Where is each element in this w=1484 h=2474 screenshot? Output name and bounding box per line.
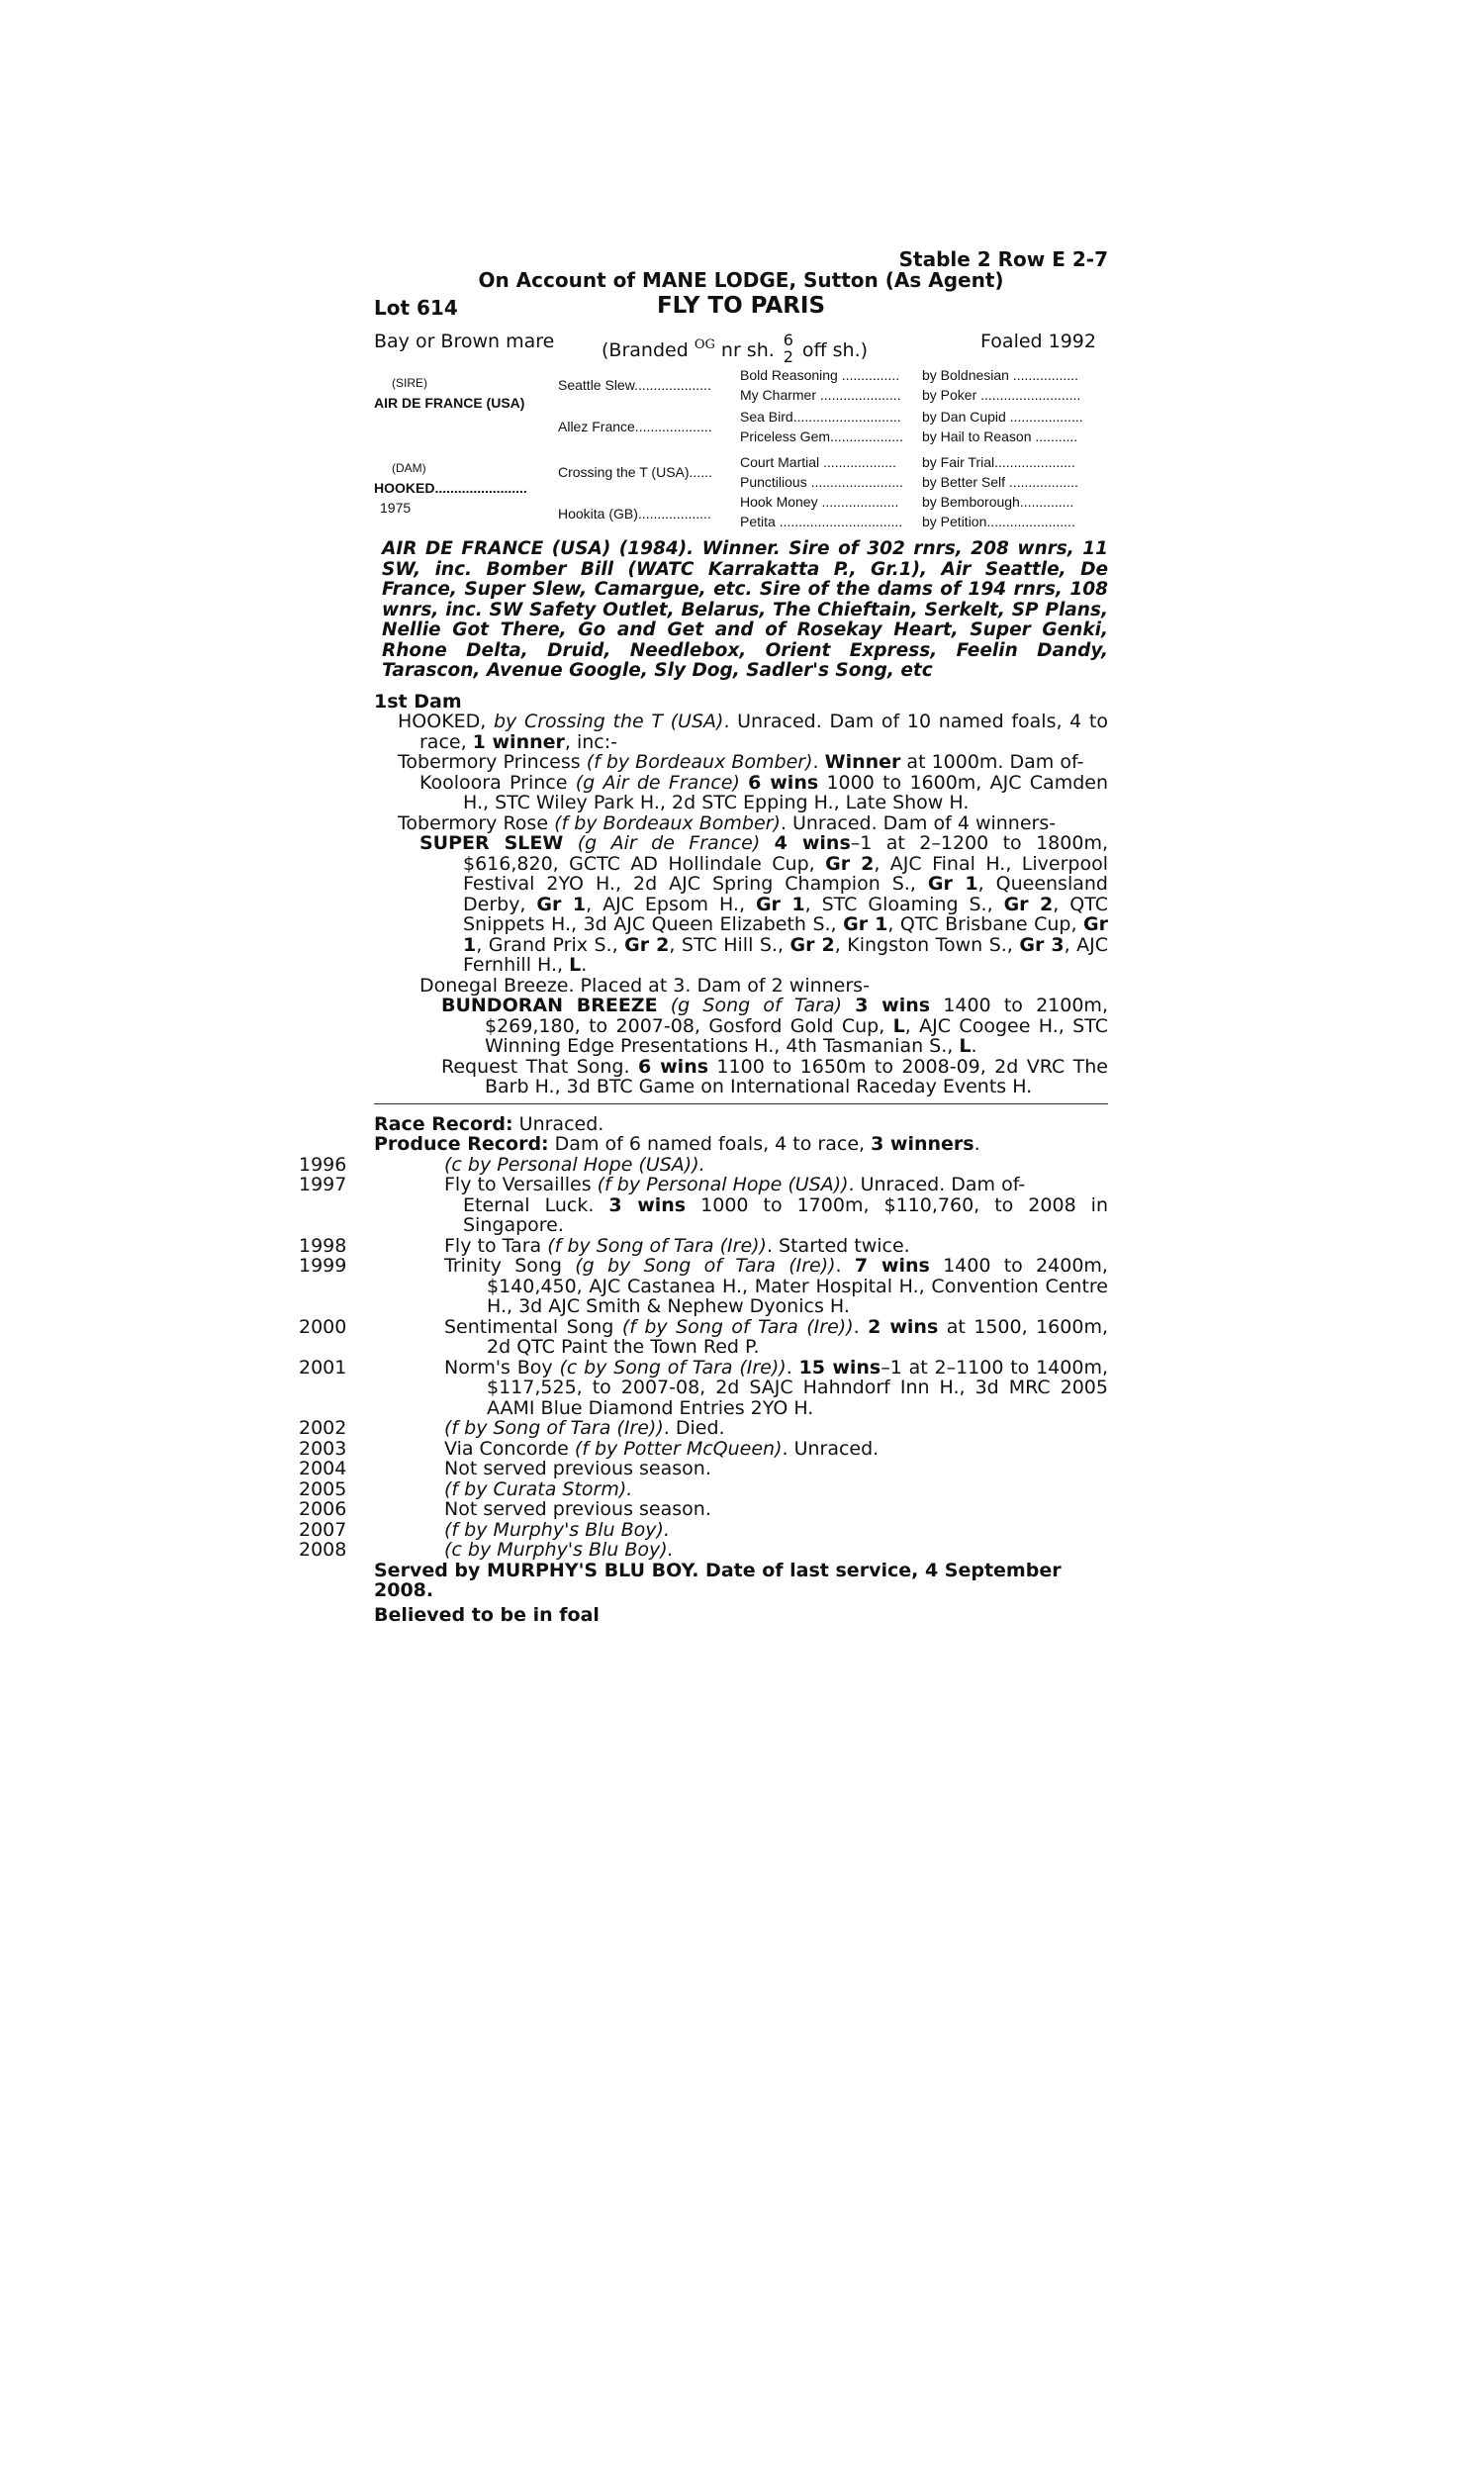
text: Norm's Boy (444, 1356, 560, 1379)
frac-bottom: 2 (783, 347, 793, 366)
text (760, 832, 774, 854)
text: , Kingston Town S., (834, 933, 1020, 956)
progeny-bundoran-breeze (374, 996, 1108, 1057)
progeny-kooloora-prince (374, 773, 1108, 813)
text: . (812, 751, 825, 773)
dam-year: 1975 (380, 500, 412, 516)
text: at 1000m. Dam of- (900, 751, 1084, 773)
produce-row (299, 1234, 1108, 1257)
text: Not served previous season. (444, 1458, 711, 1479)
brand-near: nr sh. (720, 339, 775, 361)
sire-ref: (c by Personal Hope (USA)). (444, 1153, 705, 1176)
pedigree-g2: Crossing the T (USA)...... (558, 464, 712, 480)
produce-year: 2007 (299, 1518, 347, 1541)
produce-year: 1998 (299, 1234, 347, 1257)
text: . (853, 1315, 869, 1338)
produce-year: 1997 (299, 1174, 347, 1195)
produce-row (299, 1498, 1108, 1520)
text: , Grand Prix S., (476, 933, 625, 956)
pedigree-g3: Punctilious ........................ (740, 474, 903, 490)
wins: 6 wins (637, 1055, 709, 1078)
race-record (374, 1114, 1108, 1135)
text: Dam of 6 named foals, 4 to race, (548, 1133, 872, 1155)
produce-year: 2004 (299, 1458, 347, 1479)
label: Produce Record: (374, 1133, 549, 1155)
stakes-winner-name: SUPER SLEW (419, 832, 564, 854)
produce-year: 2000 (299, 1315, 347, 1338)
pedigree-g4: by Dan Cupid ................... (922, 409, 1083, 425)
text: . (971, 1035, 977, 1057)
sex-colour: Bay or Brown mare (374, 331, 555, 352)
text: 1100 to 1650m to 2008-09, 2d VRC The Barb H., 3d BTC Game on International Raceday Events H. (485, 1055, 1108, 1097)
dam-tag: (DAM) (392, 461, 426, 475)
text: Fly to Versailles (444, 1174, 598, 1195)
frac-top: 6 (783, 331, 793, 349)
grade: L (959, 1035, 972, 1057)
text: 1400 to 2400m, $140,450, AJC Castanea H., Mater Hospital H., Convention Centre H., 3d AJC Smith & Nephew Dyonics H. (487, 1255, 1108, 1317)
pedigree-g2: Seattle Slew.................... (558, 377, 711, 393)
wins: 3 wins (608, 1193, 687, 1216)
text: , AJC Fernhill H., (463, 933, 1109, 976)
wins: 15 wins (798, 1356, 881, 1379)
produce-row (299, 1356, 1108, 1419)
text: HOOKED, (398, 711, 494, 732)
pedigree-g3: Court Martial ................... (740, 454, 896, 470)
text: 1000 to 1600m, AJC Camden H., STC Wiley Park H., 2d STC Epping H., Late Show H. (463, 771, 1108, 813)
progeny-super-slew (374, 833, 1108, 976)
sire-ref: (g Song of Tara) (670, 995, 843, 1016)
pedigree-g4: by Hail to Reason ........... (922, 428, 1078, 444)
sire-ref: (f by Murphy's Blu Boy). (444, 1518, 670, 1541)
text: , Queensland Derby, (463, 873, 1108, 915)
pedigree-g3: Petita ................................ (740, 514, 903, 529)
pedigree-g4: by Poker .......................... (922, 387, 1081, 403)
lot-number: Lot 614 (374, 296, 458, 320)
text: . Unraced. (782, 1437, 880, 1460)
pedigree-g4: by Bemborough.............. (922, 494, 1074, 510)
text: Fly to Tara (444, 1234, 548, 1257)
produce-record (374, 1134, 1108, 1155)
text: . Unraced. Dam of- (848, 1174, 1026, 1195)
produce-year: 2001 (299, 1356, 347, 1379)
progeny-request-that-song (374, 1057, 1108, 1097)
wins: 4 wins (774, 832, 851, 854)
text: Trinity Song (444, 1255, 576, 1277)
text: 1000 to 1700m, $110,760, to 2008 in Singapore. (463, 1193, 1108, 1236)
produce-row (299, 1518, 1108, 1541)
winner-count: 3 winners (871, 1133, 974, 1155)
dam-name: HOOKED........................ (374, 480, 527, 496)
wins: 3 wins (855, 995, 931, 1016)
wins: 2 wins (868, 1315, 939, 1338)
text: . (786, 1356, 799, 1379)
text (842, 995, 855, 1016)
description-row (374, 324, 1108, 366)
produce-row (299, 1174, 1108, 1195)
dam-entry-hooked (374, 712, 1108, 752)
winner-count: 1 winner (472, 730, 565, 753)
horse-name: FLY TO PARIS (656, 293, 826, 319)
text: Tobermory Rose (398, 811, 555, 834)
wins: 6 wins (748, 771, 819, 794)
produce-row (299, 1477, 1108, 1500)
text: –1 at 2–1200 to 1800m, $616,820, GCTC AD Hollindale Cup, (463, 832, 1108, 875)
text: Not served previous season. (444, 1498, 711, 1520)
stable-location: Stable 2 Row E 2-7 (898, 247, 1108, 271)
produce-year: 2006 (299, 1498, 347, 1520)
text: . Unraced. Dam of 4 winners- (780, 811, 1057, 834)
text: at 1500, 1600m, 2d QTC Paint the Town Red P. (487, 1315, 1108, 1358)
produce-row (299, 1437, 1108, 1460)
grade: Gr 1 (755, 893, 805, 915)
text: . (581, 954, 588, 976)
grade: Gr 1 (536, 893, 587, 915)
brand-mark-icon: OG (694, 337, 715, 352)
progeny-tobermory-rose (374, 813, 1108, 834)
service-note: Served by MURPHY'S BLU BOY. Date of last service, 4 September 2008. (374, 1559, 1062, 1601)
text: Sentimental Song (444, 1315, 622, 1338)
grade: Gr 2 (789, 933, 835, 956)
branded-label: (Branded (602, 339, 689, 361)
produce-year: 1999 (299, 1255, 347, 1277)
sire-ref: (f by Song of Tara (Ire)) (444, 1417, 664, 1439)
grade: Gr 2 (624, 933, 670, 956)
produce-year: 1996 (299, 1153, 347, 1176)
wins: 7 wins (854, 1255, 930, 1277)
vendor-account: On Account of MANE LODGE, Sutton (As Agent) (478, 267, 1004, 292)
sire-ref: (g by Song of Tara (Ire)) (575, 1255, 836, 1277)
grade: L (569, 954, 582, 976)
text: –1 at 2–1100 to 1400m, $117,525, to 2007-08, 2d SAJC Hahndorf Inn H., 3d MRC 2005 AAMI Blue Diamond Entries 2YO H. (487, 1356, 1108, 1419)
first-dam-heading: 1st Dam (374, 690, 462, 713)
sire-name: AIR DE FRANCE (USA) (374, 395, 525, 411)
catalogue-page (299, 247, 1109, 1626)
pedigree-table (374, 359, 1108, 529)
sire-ref: (f by Curata Storm). (444, 1477, 633, 1500)
progeny-tobermory-princess (374, 752, 1108, 773)
text: , STC Hill S., (669, 933, 790, 956)
produce-row (299, 1153, 1108, 1176)
text: Kooloora Prince (419, 771, 576, 794)
sire-ref: (f by Song of Tara (Ire)) (621, 1315, 854, 1338)
sire-ref: (f by Bordeaux Bomber) (554, 811, 781, 834)
text: . Died. (663, 1417, 725, 1439)
pedigree-g4: by Fair Trial..................... (922, 454, 1075, 470)
pedigree-g3: Priceless Gem................... (740, 428, 903, 444)
produce-row (299, 1255, 1108, 1317)
lot-row (374, 293, 1108, 320)
pedigree-g3: Sea Bird............................ (740, 409, 901, 425)
text: Eternal Luck. (463, 1193, 609, 1216)
pedigree-g4: by Better Self .................. (922, 474, 1078, 490)
sire-ref: (g Air de France) (577, 832, 761, 854)
produce-year: 2003 (299, 1437, 347, 1460)
produce-year: 2008 (299, 1539, 347, 1561)
pedigree-g3: Bold Reasoning ............... (740, 367, 900, 383)
text: , inc:- (564, 730, 617, 753)
text: . Started twice. (766, 1234, 910, 1257)
produce-list (299, 1153, 1108, 1561)
sire-ref: (f by Bordeaux Bomber) (586, 751, 813, 773)
text: , AJC Epsom H., (586, 893, 756, 915)
section-divider (374, 1103, 1108, 1104)
progeny-donegal-breeze: Donegal Breeze. Placed at 3. Dam of 2 winners- (419, 974, 870, 997)
sire-summary: AIR DE FRANCE (USA) (1984). Winner. Sire of 302 rnrs, 208 wnrs, 11 SW, inc. Bomber Bill (WATC Karrakatta P., Gr.1), Air Seattle, De France, Super Slew, Camargue, etc. Sire of the dams of 194 rnrs, 108 wnrs, inc. SW Safety Outlet, Belarus, The Chieftain, Serkelt, SP Plans, Nellie Got There, Go and Get and of Rosekay Heart, Super Genki, Rhone Delta, Druid, Needlebox, Orient Express, Feelin Dandy, Tarascon, Avenue Google, Sly Dog, Sadler's Song, etc (382, 538, 1108, 681)
text: . Unraced. Dam of 10 named foals, 4 to race, (419, 711, 1109, 753)
pedigree-g3: My Charmer ..................... (740, 387, 901, 403)
grade: Gr 2 (825, 852, 875, 875)
stakes-winner-name: BUNDORAN BREEZE (441, 995, 658, 1016)
produce-year: 2005 (299, 1477, 347, 1500)
text (740, 772, 748, 794)
text: Unraced. (512, 1112, 604, 1135)
sire-tag: (SIRE) (392, 376, 427, 390)
pedigree-g4: by Petition....................... (922, 514, 1075, 529)
text (658, 995, 671, 1016)
sire-ref: (f by Song of Tara (Ire)) (547, 1234, 767, 1257)
grade: Gr 1 (843, 913, 888, 935)
sire-ref: (c by Murphy's Blu Boy). (444, 1539, 674, 1561)
produce-row (299, 1417, 1108, 1439)
brand-off: off sh.) (801, 339, 869, 361)
produce-row (299, 1539, 1108, 1561)
sire-ref: (f by Personal Hope (USA)) (597, 1174, 849, 1195)
pedigree-g2: Hookita (GB)................... (558, 506, 711, 522)
text (563, 832, 577, 854)
text: Tobermory Princess (398, 751, 587, 773)
grade: Gr 1 (927, 873, 978, 895)
text: . (974, 1133, 980, 1155)
pedigree-g3: Hook Money .................... (740, 494, 899, 510)
text: , QTC Brisbane Cup, (887, 913, 1084, 935)
foaled-year: Foaled 1992 (980, 331, 1096, 352)
foal-status: Believed to be in foal (374, 1603, 600, 1626)
wins: Winner (824, 751, 901, 773)
produce-row (299, 1315, 1108, 1358)
grade: Gr 2 (1003, 893, 1054, 915)
sire-ref: by Crossing the T (USA) (494, 711, 724, 732)
produce-row (374, 1195, 1108, 1236)
grade: L (892, 1014, 905, 1037)
produce-row (299, 1458, 1108, 1479)
sire-ref: (g Air de France) (575, 771, 740, 794)
pedigree-g2: Allez France.................... (558, 419, 712, 434)
sire-ref: (c by Song of Tara (Ire)) (559, 1356, 787, 1379)
text: , QTC Snippets H., 3d AJC Queen Elizabeth S., (463, 893, 1108, 935)
text: Via Concorde (444, 1437, 575, 1460)
grade: Gr 1 (463, 913, 1108, 956)
produce-year: 2002 (299, 1417, 347, 1439)
sire-ref: (f by Potter McQueen) (574, 1437, 783, 1460)
text: . (835, 1255, 855, 1277)
text: , STC Gloaming S., (804, 893, 1004, 915)
grade: Gr 3 (1019, 933, 1065, 956)
text: Request That Song. (441, 1055, 638, 1078)
pedigree-g4: by Boldnesian ................. (922, 367, 1078, 383)
text: , AJC Coogee H., STC Winning Edge Presentations H., 4th Tasmanian S., (485, 1014, 1108, 1057)
label: Race Record: (374, 1112, 513, 1135)
text: 1400 to 2100m, $269,180, to 2007-08, Gosford Gold Cup, (485, 995, 1108, 1037)
text: , AJC Final H., Liverpool Festival 2YO H., 2d AJC Spring Champion S., (463, 852, 1108, 895)
